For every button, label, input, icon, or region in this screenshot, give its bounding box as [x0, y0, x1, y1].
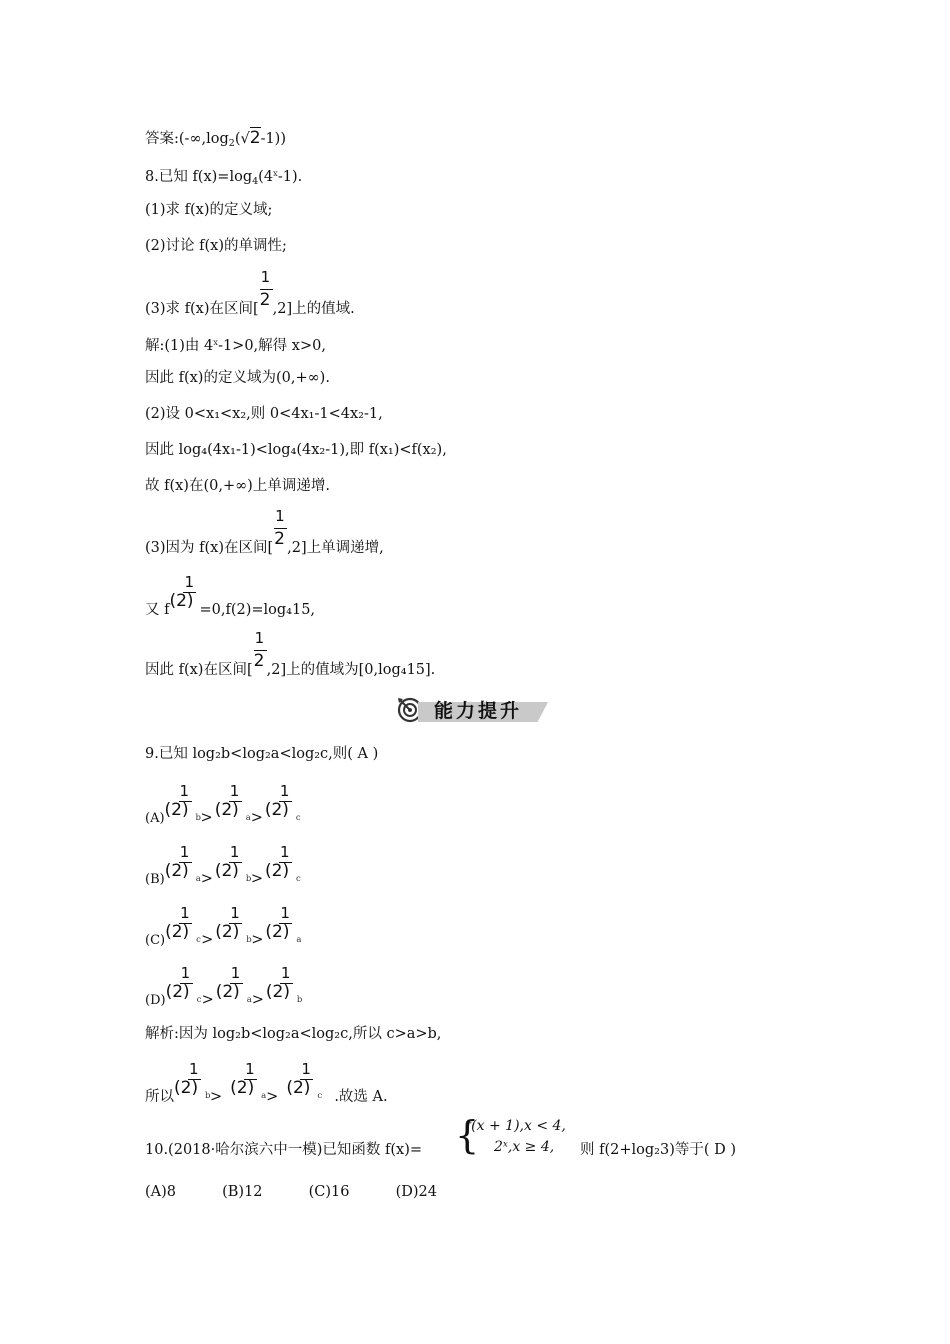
- paren-fraction-half: [164, 782, 207, 829]
- q8-part3: [145, 268, 355, 319]
- radicand: 2: [249, 128, 261, 148]
- fraction-half: [259, 268, 273, 319]
- paren-fraction-half: [230, 1060, 272, 1107]
- frac-bar: [279, 862, 292, 863]
- paren-open-den: (2): [169, 591, 194, 611]
- frac-bar: [300, 1079, 313, 1080]
- paren-fraction-half: [165, 904, 207, 951]
- exponent: a: [246, 995, 252, 1005]
- q9-option: [145, 904, 307, 951]
- frac-bar: [179, 862, 192, 863]
- frac-den: (2): [230, 1078, 255, 1098]
- answer-line: [145, 128, 286, 154]
- answer-text: 答案:(-∞,log: [145, 131, 229, 147]
- q8-sol3: (2)设 0<x₁<x₂,则 0<4x₁-1<4x₂-1,: [145, 406, 383, 422]
- frac-den: (2): [265, 861, 290, 881]
- frac-num: 1: [275, 507, 285, 525]
- frac-den: (2): [165, 982, 190, 1002]
- q8-sol6: [145, 507, 384, 558]
- frac-bar: [229, 862, 242, 863]
- case-1: f(x + 1),x < 4,: [466, 1118, 566, 1134]
- q8-sol7-b: =0,f(2)=log₄15,: [199, 602, 316, 618]
- exponent: c: [317, 1091, 323, 1101]
- frac-num: 1: [189, 1060, 199, 1078]
- frac-num: 1: [229, 843, 240, 861]
- frac-bar: [183, 592, 196, 593]
- frac-bar: [179, 801, 192, 802]
- frac-num: 1: [229, 782, 240, 800]
- frac-bar: [244, 1079, 257, 1080]
- greater-than: >: [266, 1089, 279, 1105]
- exponent: a: [245, 813, 251, 823]
- frac-den: (2): [264, 800, 289, 820]
- q9-analysis: 解析:因为 log₂b<log₂a<log₂c,所以 c>a>b,: [145, 1026, 442, 1042]
- frac-bar: [279, 801, 292, 802]
- paren-fraction-half: [265, 964, 308, 1011]
- q8-sol4: 因此 log₄(4x₁-1)<log₄(4x₂-1),即 f(x₁)<f(x₂),: [145, 442, 447, 458]
- frac-den: (2): [214, 861, 239, 881]
- frac-bar: [280, 983, 293, 984]
- frac-num: 1: [184, 573, 195, 591]
- exponent: c: [296, 874, 301, 884]
- paren-fraction-half: [164, 843, 207, 890]
- paren-fraction-half: [165, 964, 208, 1011]
- exponent: b: [205, 1091, 211, 1101]
- exponent: a: [296, 935, 302, 945]
- frac-num: 1: [260, 268, 271, 286]
- frac-num: 1: [245, 1060, 255, 1078]
- frac-num: 1: [254, 629, 265, 647]
- exponent: c: [295, 813, 301, 823]
- paren-fraction-half: [264, 782, 307, 829]
- frac-bar: [279, 923, 292, 924]
- q8-part2: (2)讨论 f(x)的单调性;: [145, 238, 287, 254]
- q9-option: [145, 843, 307, 890]
- paren-fraction: [169, 573, 199, 620]
- conclusion-prefix: 所以: [145, 1089, 174, 1105]
- q10-title-b: 则 f(2+log₂3)等于( D ): [580, 1142, 737, 1158]
- paren-fraction-half: [214, 782, 257, 829]
- q8-sol1-a: 解:(1)由 4: [145, 338, 214, 354]
- greater-than: >: [201, 932, 214, 948]
- greater-than: >: [251, 932, 264, 948]
- q9-conclusion: [145, 1060, 388, 1107]
- frac-num: 1: [280, 843, 290, 861]
- option-label: (D): [145, 993, 166, 1008]
- q10-options: (A)8 (B)12 (C)16 (D)24: [145, 1184, 437, 1200]
- frac-den: (2): [265, 922, 290, 942]
- greater-than: >: [201, 992, 214, 1008]
- option-label: (A): [145, 811, 165, 826]
- exponent: b: [246, 935, 252, 945]
- exponent: c: [196, 935, 201, 945]
- frac-den: (2): [215, 982, 240, 1002]
- q8-title: [145, 164, 302, 192]
- frac-den: (2): [174, 1078, 199, 1098]
- frac-num: 1: [301, 1060, 311, 1078]
- q8-part3-a: (3)求 f(x)在区间[: [145, 301, 259, 317]
- q8-part1: (1)求 f(x)的定义域;: [145, 202, 273, 218]
- section-banner: [396, 694, 548, 724]
- frac-num: 1: [230, 964, 241, 982]
- paren-fraction-half: [265, 843, 307, 890]
- q8-part3-b: ,2]上的值域.: [272, 301, 355, 317]
- case-2: 2ˣ,x ≥ 4,: [494, 1139, 555, 1155]
- frac-bar: [188, 1079, 201, 1080]
- frac-num: 1: [179, 843, 190, 861]
- conclusion-suffix: .故选 A.: [334, 1089, 388, 1105]
- q8-sol6-a: (3)因为 f(x)在区间[: [145, 540, 274, 556]
- q8-title-c: -1).: [277, 169, 303, 185]
- greater-than: >: [200, 871, 213, 887]
- frac-num: 1: [280, 964, 291, 982]
- q8-sol7: [145, 573, 316, 620]
- q9-option: [145, 964, 308, 1011]
- exponent: b: [296, 995, 303, 1005]
- q8-sol1: [145, 333, 326, 356]
- paren-fraction-half: [215, 904, 257, 951]
- exponent: c: [196, 995, 202, 1005]
- q8-exp: x: [273, 169, 278, 179]
- frac-den: (2): [265, 982, 290, 1002]
- section-title: 能力提升: [434, 700, 523, 722]
- paren-fraction-half: [215, 964, 258, 1011]
- frac-num: 1: [280, 904, 290, 922]
- log-base: 2: [228, 138, 235, 149]
- q8-title-a: 8.已知 f(x)=log: [145, 169, 253, 185]
- paren-fraction-half: [214, 843, 257, 890]
- greater-than: >: [210, 1089, 223, 1105]
- option-label: (C): [145, 933, 166, 948]
- greater-than: >: [250, 871, 264, 887]
- q8-sol1-b: -1>0,解得 x>0,: [218, 338, 326, 354]
- frac-den: (2): [286, 1078, 311, 1098]
- exponent: a: [261, 1091, 267, 1101]
- frac-den: (2): [164, 800, 189, 820]
- q8-sol7-a: 又 f: [145, 602, 170, 618]
- exponent: b: [245, 874, 252, 884]
- greater-than: >: [251, 992, 264, 1008]
- greater-than: >: [200, 810, 213, 826]
- option-label: (B): [145, 872, 165, 887]
- q8-sol5: 故 f(x)在(0,+∞)上单调递增.: [145, 478, 330, 494]
- sqrt-symbol: (√: [234, 131, 250, 147]
- frac-num: 1: [179, 782, 190, 800]
- frac-num: 1: [180, 904, 190, 922]
- q10-title-a: 10.(2018·哈尔滨六中一模)已知函数 f(x)=: [145, 1142, 422, 1158]
- paren-fraction-half: [286, 1060, 328, 1107]
- fraction-half: [253, 629, 267, 680]
- frac-bar: [229, 923, 242, 924]
- frac-den: (2): [165, 922, 190, 942]
- answer-suffix: -1)): [260, 131, 287, 147]
- frac-den: (2): [164, 861, 189, 881]
- q8-sol1-exp: x: [213, 338, 219, 348]
- frac-num: 1: [279, 782, 290, 800]
- exponent: a: [195, 874, 201, 884]
- frac-den: (2): [214, 800, 239, 820]
- frac-num: 1: [180, 964, 191, 982]
- frac-den: 2: [274, 529, 285, 549]
- piecewise-brace: {: [455, 1113, 480, 1157]
- fraction-half: [273, 507, 287, 558]
- frac-den: 2: [259, 290, 271, 310]
- frac-bar: [180, 983, 193, 984]
- q8-sol8-b: ,2]上的值域为[0,log₄15].: [266, 662, 436, 678]
- paren-fraction-half: [174, 1060, 216, 1107]
- piecewise-cases: [466, 1116, 566, 1158]
- q8-sol6-b: ,2]上单调递增,: [287, 540, 384, 556]
- greater-than: >: [250, 810, 263, 826]
- q9-option: [145, 782, 307, 829]
- frac-den: 2: [253, 651, 265, 671]
- frac-den: (2): [215, 922, 240, 942]
- frac-num: 1: [230, 904, 240, 922]
- frac-bar: [229, 801, 242, 802]
- frac-bar: [230, 983, 243, 984]
- q8-sol2: 因此 f(x)的定义域为(0,+∞).: [145, 370, 330, 386]
- q8-title-b: (4: [258, 169, 274, 185]
- q9-title: 9.已知 log₂b<log₂a<log₂c,则( A ): [145, 746, 379, 762]
- q8-log-base: 4: [252, 176, 259, 187]
- q8-sol8-a: 因此 f(x)在区间[: [145, 662, 253, 678]
- q8-sol8: [145, 629, 436, 680]
- paren-fraction-half: [265, 904, 307, 951]
- frac-bar: [179, 923, 192, 924]
- exponent: b: [195, 813, 201, 823]
